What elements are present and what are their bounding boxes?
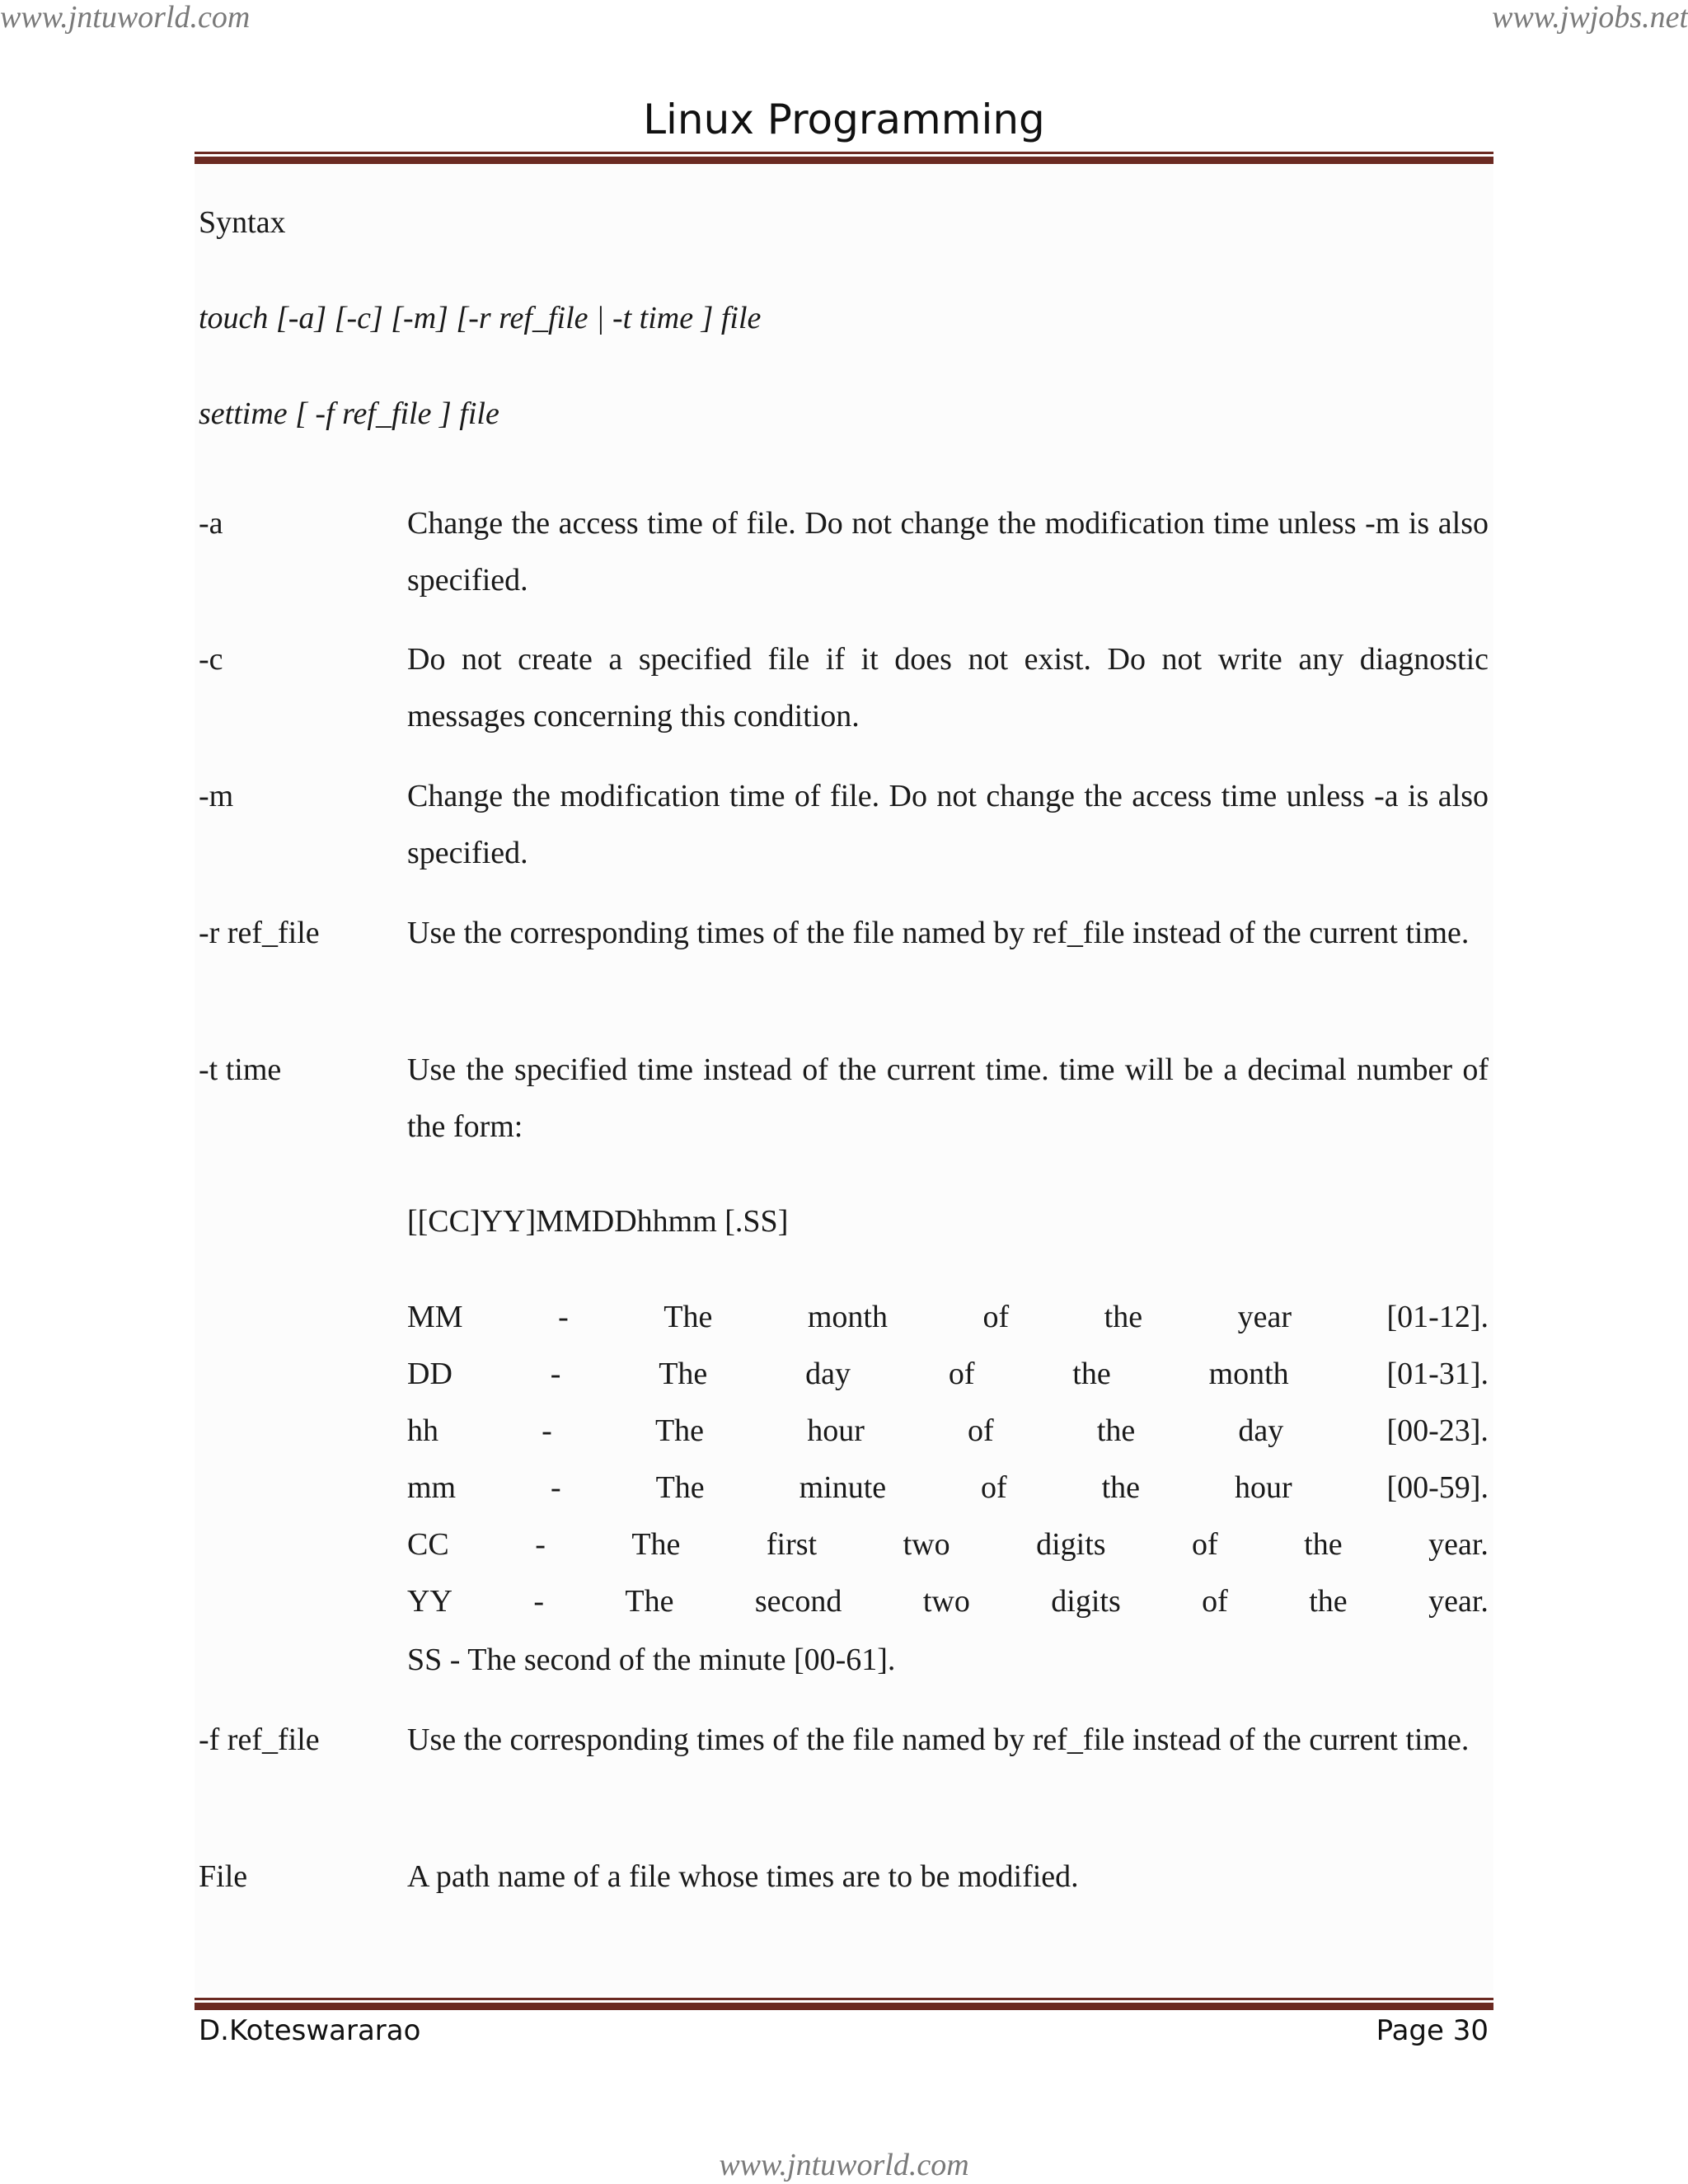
time-format-word: CC: [407, 1527, 449, 1562]
time-format-word: the: [1096, 1413, 1136, 1448]
footer-author: D.Koteswararao: [199, 2014, 421, 2047]
time-format-word: year.: [1428, 1584, 1489, 1619]
time-format-row: [407, 1516, 1489, 1573]
time-format-word: [01-12].: [1386, 1300, 1489, 1334]
time-format-word: hour: [807, 1413, 865, 1448]
time-format-word: The: [654, 1413, 705, 1448]
time-format-word: day: [1238, 1413, 1284, 1448]
time-format-word: of: [968, 1413, 994, 1448]
time-format-word: minute: [799, 1470, 887, 1505]
time-format-word: second: [754, 1584, 842, 1619]
time-format-word: The: [631, 1527, 681, 1562]
page-header-title: Linux Programming: [643, 96, 1045, 143]
option-term: -f ref_file: [199, 1722, 320, 1757]
time-format-word: day: [805, 1357, 851, 1391]
time-format-word: -: [550, 1357, 561, 1391]
watermark-bottom: www.jntuworld.com: [719, 2148, 969, 2182]
time-format-word: The: [659, 1357, 708, 1391]
time-format-word: The: [625, 1584, 674, 1619]
time-format-word: mm: [407, 1470, 457, 1505]
time-format-word: of: [981, 1470, 1007, 1505]
option-description: Do not create a specified file if it does not exist. Do not write any diagnostic messages concerning this condition.: [407, 642, 1489, 733]
time-format-word: of: [1202, 1584, 1228, 1619]
time-format-word: The: [663, 1300, 713, 1334]
watermark-top-right: www.jwjobs.net: [1492, 0, 1688, 35]
time-format-word: of: [948, 1357, 975, 1391]
time-format-row: [407, 1632, 1489, 1689]
time-format-word: the: [1304, 1527, 1343, 1562]
time-format-word: digits: [1036, 1527, 1106, 1562]
syntax-touch-line: touch [-a] [-c] [-m] [-r ref_file | -t time ] file: [199, 301, 762, 335]
time-format-word: -: [533, 1584, 544, 1619]
syntax-settime-line: settime [ -f ref_file ] file: [199, 396, 499, 431]
time-format-word: the: [1072, 1357, 1111, 1391]
option-term: -t time: [199, 1052, 282, 1087]
option-description: Use the specified time instead of the current time. time will be a decimal number of the form:: [407, 1052, 1489, 1144]
option-term: File: [199, 1859, 248, 1894]
time-format-row: [407, 1460, 1489, 1516]
option-description: Change the access time of file. Do not change the modification time unless -m is also specified.: [407, 506, 1489, 598]
option-term: -r ref_file: [199, 916, 320, 950]
time-format-word: two: [922, 1584, 970, 1619]
time-format-word: The: [655, 1470, 705, 1505]
time-format-word: -: [542, 1413, 552, 1448]
time-format-word: hh: [407, 1413, 438, 1448]
time-format-word: of: [982, 1300, 1010, 1334]
option-term: -c: [199, 642, 223, 677]
option-term: -m: [199, 779, 234, 813]
time-format-word: month: [1208, 1357, 1289, 1391]
time-format-word: month: [807, 1300, 888, 1334]
time-format-word: MM: [407, 1300, 463, 1334]
option-description: Change the modification time of file. Do not change the access time unless -a is also specified.: [407, 779, 1489, 870]
time-format-word: the: [1101, 1470, 1141, 1505]
option-term: -a: [199, 506, 223, 541]
watermark-top-left: www.jntuworld.com: [0, 0, 251, 35]
time-format-word: -: [558, 1300, 569, 1334]
time-format-row-text: SS - The second of the minute [00-61].: [407, 1643, 896, 1677]
time-format-word: DD: [407, 1357, 452, 1391]
time-format-row: [407, 1403, 1489, 1460]
time-format-pattern: [[CC]YY]MMDDhhmm [.SS]: [407, 1204, 789, 1239]
time-format-word: first: [766, 1527, 818, 1562]
time-format-word: year: [1237, 1300, 1292, 1334]
time-format-word: -: [551, 1470, 561, 1505]
header-rule: [195, 152, 1493, 164]
syntax-label: Syntax: [199, 205, 286, 240]
option-description: Use the corresponding times of the file named by ref_file instead of the current time.: [407, 916, 1470, 950]
time-format-word: YY: [407, 1584, 452, 1619]
time-format-word: digits: [1051, 1584, 1121, 1619]
footer-rule: [195, 1998, 1493, 2010]
time-format-row: [407, 1289, 1489, 1346]
option-description: Use the corresponding times of the file named by ref_file instead of the current time.: [407, 1722, 1470, 1757]
time-format-word: the: [1309, 1584, 1348, 1619]
time-format-word: hour: [1234, 1470, 1292, 1505]
time-format-row: [407, 1346, 1489, 1403]
time-format-word: -: [535, 1527, 546, 1562]
footer-page-number: Page 30: [1376, 2014, 1489, 2047]
time-format-word: two: [903, 1527, 950, 1562]
time-format-word: of: [1192, 1527, 1218, 1562]
time-format-word: year.: [1428, 1527, 1489, 1562]
time-format-word: [01-31].: [1386, 1357, 1489, 1391]
time-format-word: the: [1104, 1300, 1143, 1334]
time-format-word: [00-23].: [1386, 1413, 1489, 1448]
option-description: A path name of a file whose times are to be modified.: [407, 1859, 1079, 1894]
time-format-row: [407, 1573, 1489, 1630]
time-format-word: [00-59].: [1386, 1470, 1489, 1505]
